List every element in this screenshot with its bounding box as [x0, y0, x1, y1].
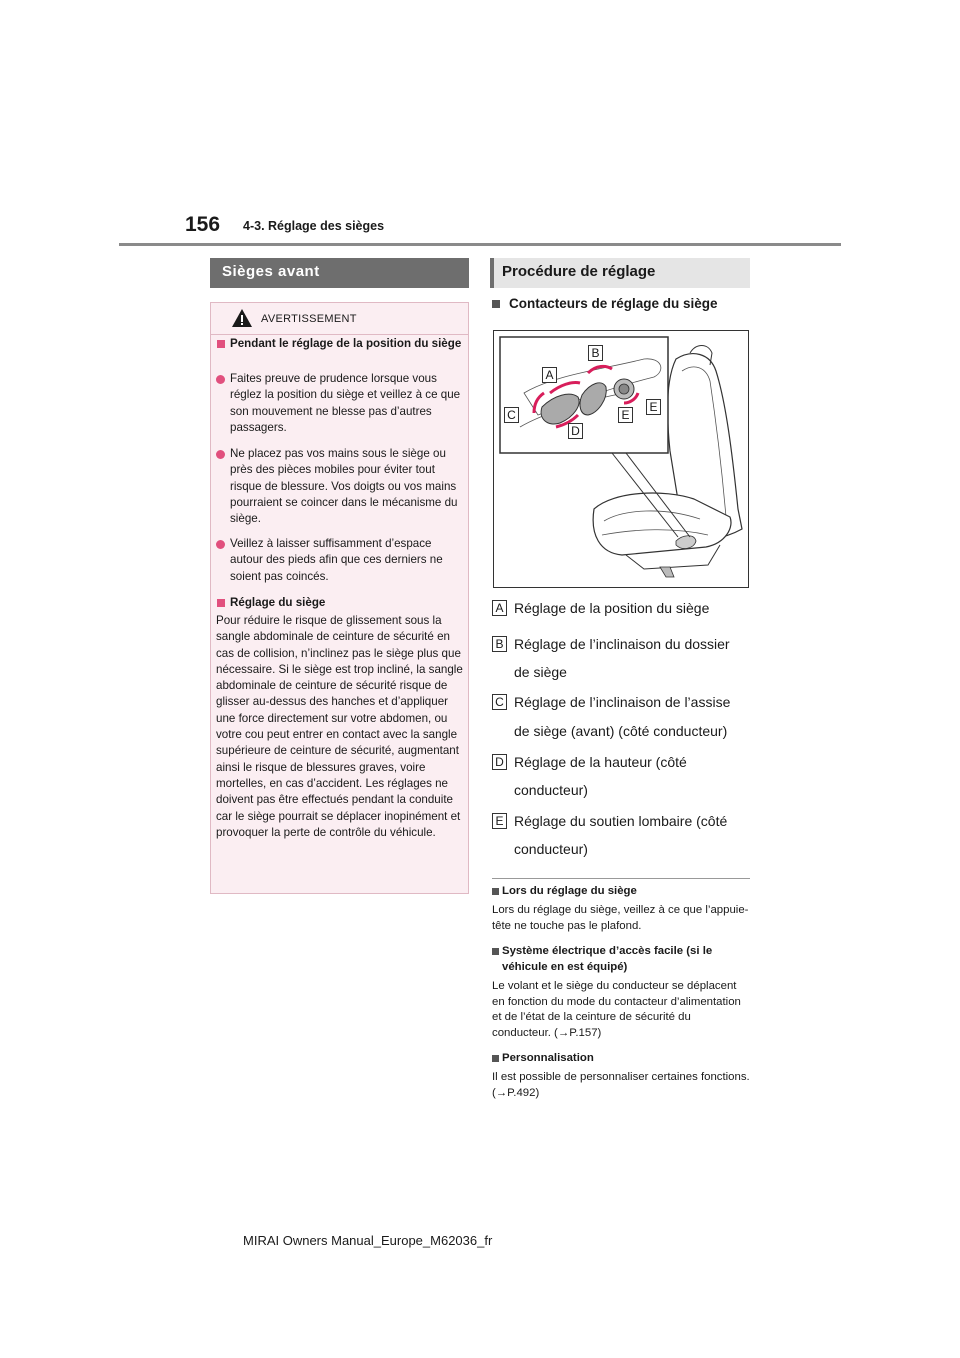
warning-heading-seat-position: Pendant le réglage de la position du siège [230, 337, 462, 350]
warning-bullet: Faites preuve de prudence lorsque vous réglez la position du siège et veillez à ce que son mouvement ne blesse pas d’autres passagers. [230, 372, 461, 434]
figure-label-c: C [504, 407, 519, 423]
section-title-front-seats: Sièges avant [210, 258, 469, 288]
item-text-seatback-angle-cont: de siège [514, 664, 567, 680]
item-text-seatback-angle: Réglage de l’inclinaison du dossier [514, 636, 730, 652]
warning-triangle-icon [231, 308, 253, 328]
item-label-a: A [492, 600, 507, 616]
figure-label-e-lumbar: E [646, 399, 661, 415]
footer-manual-id: MIRAI Owners Manual_Europe_M62036_fr [243, 1233, 493, 1248]
warning-bullet: Veillez à laisser suffisamment d’espace autour des pieds afin que ces derniers ne soient pas coincés. [230, 537, 443, 583]
warning-header [211, 303, 468, 335]
note-text-easy-access: Le volant et le siège du conducteur se déplacent en fonction du mode du contacteur d’alimentation et de l’état de la ceinture de sécurité du conducteur. (→P.157) [492, 980, 741, 1039]
warning-box [210, 302, 469, 894]
warning-bullet: Ne placez pas vos mains sous le siège ou près des pièces mobiles pour éviter tout risque de blessure. Vos doigts ou vos mains pourraient se coincer dans le mécanisme du siège. [230, 447, 458, 526]
warning-heading-seat-adjustment: Réglage du siège [230, 596, 326, 609]
warning-paragraph: Pour réduire le risque de glissement sous la sangle abdominale de ceinture de sécurité en cas de collision, n’inclinez pas le siège plus que nécessaire. Si le siège est trop incliné, la sangle abdominale de ceinture de sécurité risque de glisser au-dessus des hanches et d’appliquer une force directement sur votre abdomen, ou votre cou peut entrer en contact avec la sangle supérieure de ceinture de sécurité, augmentant ainsi le risque de blessures graves, voire mortelles, en cas d’accident. Les réglages ne doivent pas être effectués pendant la conduite car le siège pourrait se déplacer inopinément et provoquer la perte de contrôle du véhicule. [216, 614, 463, 839]
page-number: 156 [185, 213, 221, 236]
note-text-adjusting: Lors du réglage du siège, veillez à ce que l’appuie-tête ne touche pas le plafond. [492, 904, 749, 932]
square-bullet-icon [492, 300, 500, 308]
note-heading-adjusting: Lors du réglage du siège [502, 885, 637, 897]
round-bullet-icon [216, 540, 225, 549]
note-heading-customization: Personnalisation [502, 1052, 594, 1064]
note-text-customization: Il est possible de personnaliser certaines fonctions. (→P.492) [492, 1071, 750, 1099]
item-text-seat-position: Réglage de la position du siège [514, 600, 710, 616]
item-label-b: B [492, 636, 507, 652]
square-bullet-icon [492, 1055, 499, 1062]
note-heading-easy-access: Système électrique d’accès facile (si le véhicule en est équipé) [502, 945, 713, 973]
seat-illustration-drawing [494, 331, 748, 587]
figure-label-a: A [542, 367, 557, 383]
item-text-cushion-angle: Réglage de l’inclinaison de l’assise [514, 694, 731, 710]
breadcrumb: 4-3. Réglage des sièges [243, 219, 385, 233]
item-text-lumbar-cont: conducteur) [514, 841, 588, 857]
round-bullet-icon [216, 375, 225, 384]
notes-divider [492, 878, 750, 879]
section-title-adjustment-procedure: Procédure de réglage [490, 258, 750, 288]
square-bullet-icon [217, 340, 225, 348]
item-label-e: E [492, 813, 507, 829]
item-label-d: D [492, 754, 507, 770]
subheading-seat-switches: Contacteurs de réglage du siège [509, 296, 718, 311]
warning-title: AVERTISSEMENT [261, 313, 357, 325]
figure-label-e: E [618, 407, 633, 423]
figure-label-d: D [568, 423, 583, 439]
square-bullet-icon [492, 948, 499, 955]
seat-switch-illustration [493, 330, 749, 588]
item-label-c: C [492, 694, 507, 710]
item-text-height-cont: conducteur) [514, 782, 588, 798]
round-bullet-icon [216, 450, 225, 459]
header-divider [119, 243, 841, 246]
item-text-lumbar: Réglage du soutien lombaire (côté [514, 813, 728, 829]
square-bullet-icon [492, 888, 499, 895]
figure-label-b: B [588, 345, 603, 361]
square-bullet-icon [217, 599, 225, 607]
item-text-cushion-angle-cont: de siège (avant) (côté conducteur) [514, 723, 728, 739]
item-text-height: Réglage de la hauteur (côté [514, 754, 687, 770]
